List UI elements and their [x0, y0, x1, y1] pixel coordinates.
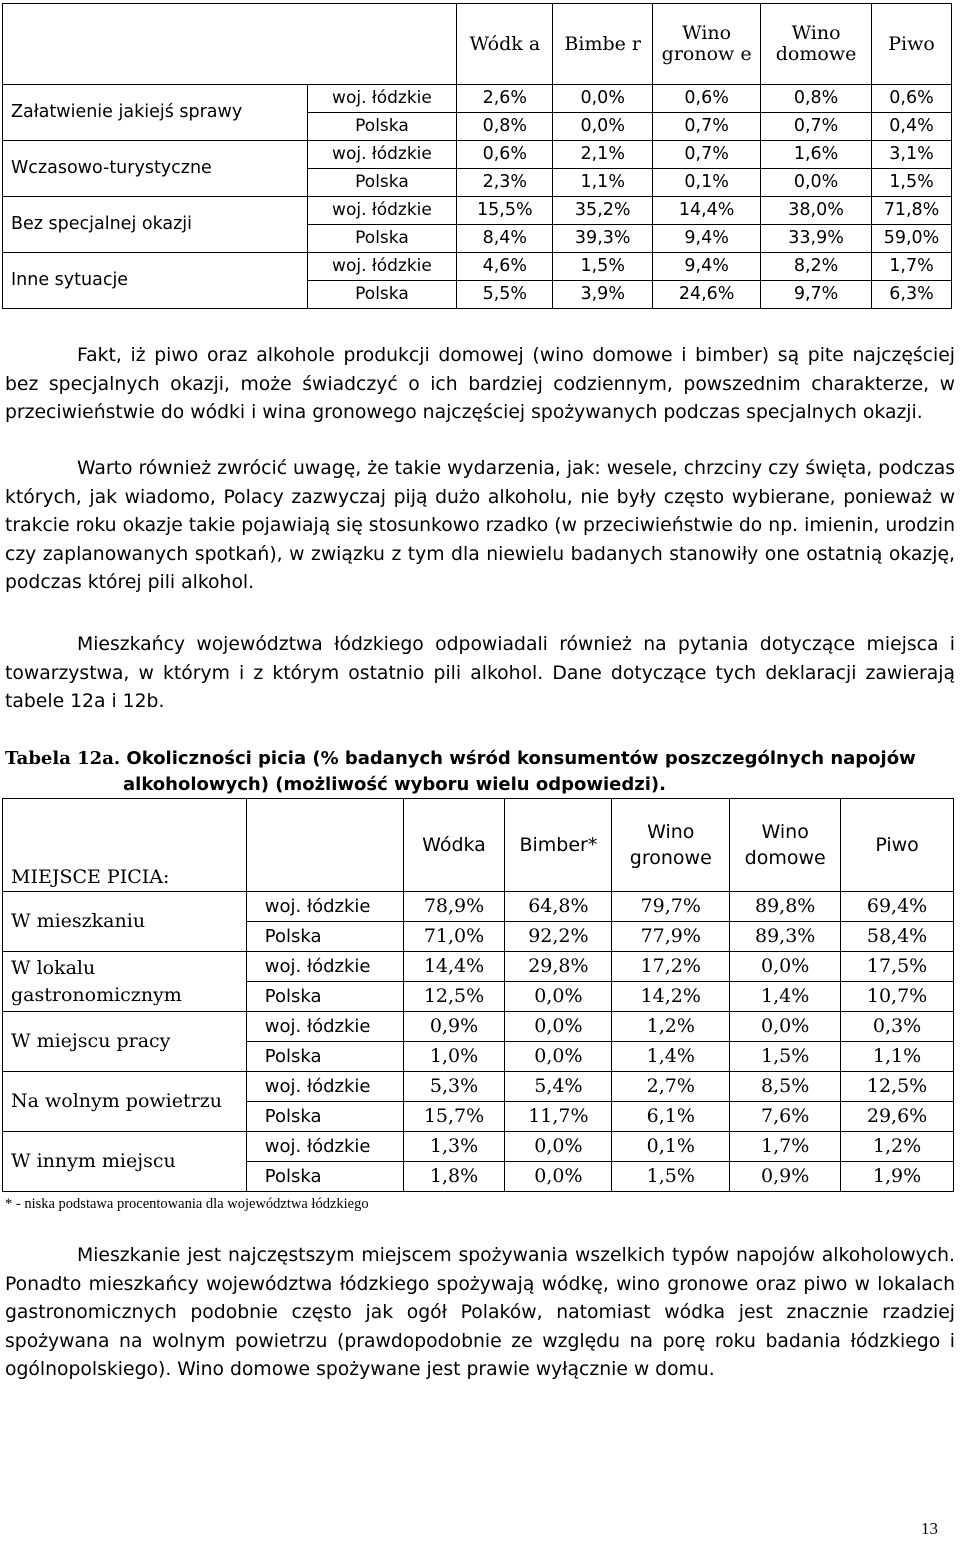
- table-row: [3, 253, 952, 281]
- value-cell: 0,0%: [553, 85, 653, 113]
- value-cell: 0,3%: [841, 1012, 954, 1042]
- column-header: Bimber*: [505, 799, 612, 892]
- table-row: [3, 1132, 954, 1162]
- column-header: Wino domowe: [761, 4, 872, 85]
- value-cell: 0,6%: [457, 141, 553, 169]
- table-row: [3, 141, 952, 169]
- value-cell: 1,5%: [730, 1042, 841, 1072]
- value-cell: 89,3%: [730, 922, 841, 952]
- value-cell: 14,4%: [403, 952, 505, 982]
- region-cell: woj. łódzkie: [246, 892, 403, 922]
- value-cell: 0,6%: [872, 85, 952, 113]
- value-cell: 3,1%: [872, 141, 952, 169]
- table-caption: [5, 746, 955, 798]
- value-cell: 14,4%: [653, 197, 761, 225]
- value-cell: 17,5%: [841, 952, 954, 982]
- row-group-label: W mieszkaniu: [3, 892, 247, 952]
- region-cell: woj. łódzkie: [246, 1012, 403, 1042]
- paragraph-3: Mieszkańcy województwa łódzkiego odpowiadali również na pytania dotyczące miejsca i towarzystwa, w którym i z którym ostatnio pili alkohol. Dane dotyczące tych deklaracji zawierają tabele 12a i 12b.: [5, 634, 955, 712]
- value-cell: 0,0%: [730, 952, 841, 982]
- row-group-label: Wczasowo-turystyczne: [3, 141, 308, 197]
- region-cell: woj. łódzkie: [307, 85, 457, 113]
- value-cell: 58,4%: [841, 922, 954, 952]
- paragraph-2: Warto również zwrócić uwagę, że takie wydarzenia, jak: wesele, chrzciny czy święta, podczas których, jak wiadomo, Polacy zazwyczaj piją dużo alkoholu, nie były często wybierane, ponieważ w trakcie roku okazje takie pojawiają się stosunkowo rzadko (w przeciwieństwie do np. imienin, urodzin czy zaplanowanych spotkań), w związku z tym dla niewielu badanych stanowiły one ostatnią okazję, podczas której pili alkohol.: [5, 458, 955, 593]
- value-cell: 5,3%: [403, 1072, 505, 1102]
- row-group-label: W lokalu gastronomicznym: [3, 952, 247, 1012]
- value-cell: 92,2%: [505, 922, 612, 952]
- column-header: Wino gronow e: [653, 4, 761, 85]
- value-cell: 24,6%: [653, 281, 761, 309]
- value-cell: 0,6%: [653, 85, 761, 113]
- value-cell: 1,0%: [403, 1042, 505, 1072]
- table-row: [3, 1012, 954, 1042]
- table-row: [3, 85, 952, 113]
- value-cell: 39,3%: [553, 225, 653, 253]
- value-cell: 1,9%: [841, 1162, 954, 1192]
- value-cell: 15,5%: [457, 197, 553, 225]
- value-cell: 1,5%: [612, 1162, 730, 1192]
- value-cell: 1,2%: [612, 1012, 730, 1042]
- column-header: Wódk a: [457, 4, 553, 85]
- column-header: Bimbe r: [553, 4, 653, 85]
- caption-line1: Okoliczności picia (% badanych wśród konsumentów poszczególnych napojów: [126, 748, 916, 769]
- region-cell: Polska: [307, 281, 457, 309]
- value-cell: 6,1%: [612, 1102, 730, 1132]
- value-cell: 35,2%: [553, 197, 653, 225]
- value-cell: 77,9%: [612, 922, 730, 952]
- header-row: [3, 799, 954, 892]
- value-cell: 0,1%: [612, 1132, 730, 1162]
- value-cell: 9,7%: [761, 281, 872, 309]
- value-cell: 2,6%: [457, 85, 553, 113]
- region-cell: woj. łódzkie: [307, 197, 457, 225]
- value-cell: 8,5%: [730, 1072, 841, 1102]
- footnote: * - niska podstawa procentowania dla województwa łódzkiego: [5, 1196, 369, 1212]
- region-cell: woj. łódzkie: [246, 1072, 403, 1102]
- value-cell: 1,2%: [841, 1132, 954, 1162]
- region-cell: woj. łódzkie: [246, 952, 403, 982]
- table-row: [3, 952, 954, 982]
- paragraph-4: Mieszkanie jest najczęstszym miejscem spożywania wszelkich typów napojów alkoholowych. Ponadto mieszkańcy województwa łódzkiego spożywają wódkę, wino gronowe oraz piwo w lokalach gastronomicznych podobnie często jak ogół Polaków, natomiast wódka jest znacznie rzadziej spożywana na wolnym powietrzu (prawdopodobnie ze względu na porę roku badania łódzkiego i ogólnopolskiego). Wino domowe spożywane jest prawie wyłącznie w domu.: [5, 1245, 955, 1380]
- value-cell: 89,8%: [730, 892, 841, 922]
- value-cell: 0,4%: [872, 113, 952, 141]
- region-cell: Polska: [246, 922, 403, 952]
- value-cell: 15,7%: [403, 1102, 505, 1132]
- occasions-table: [2, 3, 952, 309]
- region-cell: Polska: [307, 113, 457, 141]
- value-cell: 0,0%: [505, 1162, 612, 1192]
- value-cell: 0,0%: [505, 1012, 612, 1042]
- region-cell: Polska: [246, 1162, 403, 1192]
- value-cell: 59,0%: [872, 225, 952, 253]
- column-header: Piwo: [841, 799, 954, 892]
- value-cell: 11,7%: [505, 1102, 612, 1132]
- value-cell: 9,4%: [653, 253, 761, 281]
- value-cell: 7,6%: [730, 1102, 841, 1132]
- value-cell: 0,9%: [403, 1012, 505, 1042]
- header-row: [3, 4, 952, 85]
- row-group-label: Załatwienie jakiejś sprawy: [3, 85, 308, 141]
- value-cell: 17,2%: [612, 952, 730, 982]
- paragraph-1: Fakt, iż piwo oraz alkohole produkcji domowej (wino domowe i bimber) są pite najczęściej bez specjalnych okazji, może świadczyć o ich bardziej codziennym, powszednim charakterze, w przeciwieństwie do wódki i wina gronowego najczęściej spożywanych podczas specjalnych okazji.: [5, 345, 955, 423]
- value-cell: 1,5%: [872, 169, 952, 197]
- value-cell: 14,2%: [612, 982, 730, 1012]
- region-cell: woj. łódzkie: [307, 253, 457, 281]
- corner-cell: [3, 799, 247, 892]
- region-cell: Polska: [307, 169, 457, 197]
- value-cell: 1,4%: [730, 982, 841, 1012]
- region-cell: woj. łódzkie: [307, 141, 457, 169]
- column-header: Wino domowe: [730, 799, 841, 892]
- value-cell: 1,1%: [841, 1042, 954, 1072]
- value-cell: 29,8%: [505, 952, 612, 982]
- value-cell: 69,4%: [841, 892, 954, 922]
- caption-label: Tabela 12a.: [5, 748, 121, 769]
- value-cell: 0,8%: [457, 113, 553, 141]
- value-cell: 0,0%: [505, 982, 612, 1012]
- column-header: Piwo: [872, 4, 952, 85]
- value-cell: 33,9%: [761, 225, 872, 253]
- value-cell: 8,4%: [457, 225, 553, 253]
- row-group-label: Inne sytuacje: [3, 253, 308, 309]
- value-cell: 4,6%: [457, 253, 553, 281]
- value-cell: 0,7%: [653, 113, 761, 141]
- value-cell: 0,9%: [730, 1162, 841, 1192]
- value-cell: 2,1%: [553, 141, 653, 169]
- page-number: 13: [921, 1519, 938, 1538]
- value-cell: 10,7%: [841, 982, 954, 1012]
- row-group-label: W innym miejscu: [3, 1132, 247, 1192]
- value-cell: 12,5%: [841, 1072, 954, 1102]
- value-cell: 1,8%: [403, 1162, 505, 1192]
- region-cell: woj. łódzkie: [246, 1132, 403, 1162]
- value-cell: 1,6%: [761, 141, 872, 169]
- value-cell: 0,1%: [653, 169, 761, 197]
- drinking-place-table: [2, 798, 954, 1192]
- value-cell: 0,0%: [505, 1042, 612, 1072]
- value-cell: 0,7%: [761, 113, 872, 141]
- value-cell: 0,7%: [653, 141, 761, 169]
- empty-header-cell: [246, 799, 403, 892]
- table-row: [3, 892, 954, 922]
- value-cell: 1,3%: [403, 1132, 505, 1162]
- region-cell: Polska: [246, 1042, 403, 1072]
- region-cell: Polska: [246, 982, 403, 1012]
- section-label: MIEJSCE PICIA:: [11, 866, 170, 888]
- row-group-label: Bez specjalnej okazji: [3, 197, 308, 253]
- value-cell: 1,7%: [872, 253, 952, 281]
- value-cell: 0,0%: [505, 1132, 612, 1162]
- value-cell: 5,5%: [457, 281, 553, 309]
- value-cell: 78,9%: [403, 892, 505, 922]
- value-cell: 64,8%: [505, 892, 612, 922]
- table-row: [3, 1072, 954, 1102]
- value-cell: 1,1%: [553, 169, 653, 197]
- value-cell: 71,0%: [403, 922, 505, 952]
- value-cell: 3,9%: [553, 281, 653, 309]
- value-cell: 9,4%: [653, 225, 761, 253]
- row-group-label: W miejscu pracy: [3, 1012, 247, 1072]
- value-cell: 2,3%: [457, 169, 553, 197]
- value-cell: 1,5%: [553, 253, 653, 281]
- caption-line2: alkoholowych) (możliwość wyboru wielu odpowiedzi).: [123, 774, 666, 795]
- value-cell: 1,7%: [730, 1132, 841, 1162]
- value-cell: 0,8%: [761, 85, 872, 113]
- value-cell: 2,7%: [612, 1072, 730, 1102]
- value-cell: 1,4%: [612, 1042, 730, 1072]
- value-cell: 6,3%: [872, 281, 952, 309]
- row-group-label: Na wolnym powietrzu: [3, 1072, 247, 1132]
- value-cell: 29,6%: [841, 1102, 954, 1132]
- value-cell: 38,0%: [761, 197, 872, 225]
- value-cell: 0,0%: [730, 1012, 841, 1042]
- region-cell: Polska: [246, 1102, 403, 1132]
- table-row: [3, 197, 952, 225]
- value-cell: 71,8%: [872, 197, 952, 225]
- value-cell: 5,4%: [505, 1072, 612, 1102]
- value-cell: 0,0%: [553, 113, 653, 141]
- corner-cell: [3, 4, 457, 85]
- column-header: Wódka: [403, 799, 505, 892]
- value-cell: 12,5%: [403, 982, 505, 1012]
- column-header: Wino gronowe: [612, 799, 730, 892]
- region-cell: Polska: [307, 225, 457, 253]
- value-cell: 0,0%: [761, 169, 872, 197]
- value-cell: 8,2%: [761, 253, 872, 281]
- value-cell: 79,7%: [612, 892, 730, 922]
